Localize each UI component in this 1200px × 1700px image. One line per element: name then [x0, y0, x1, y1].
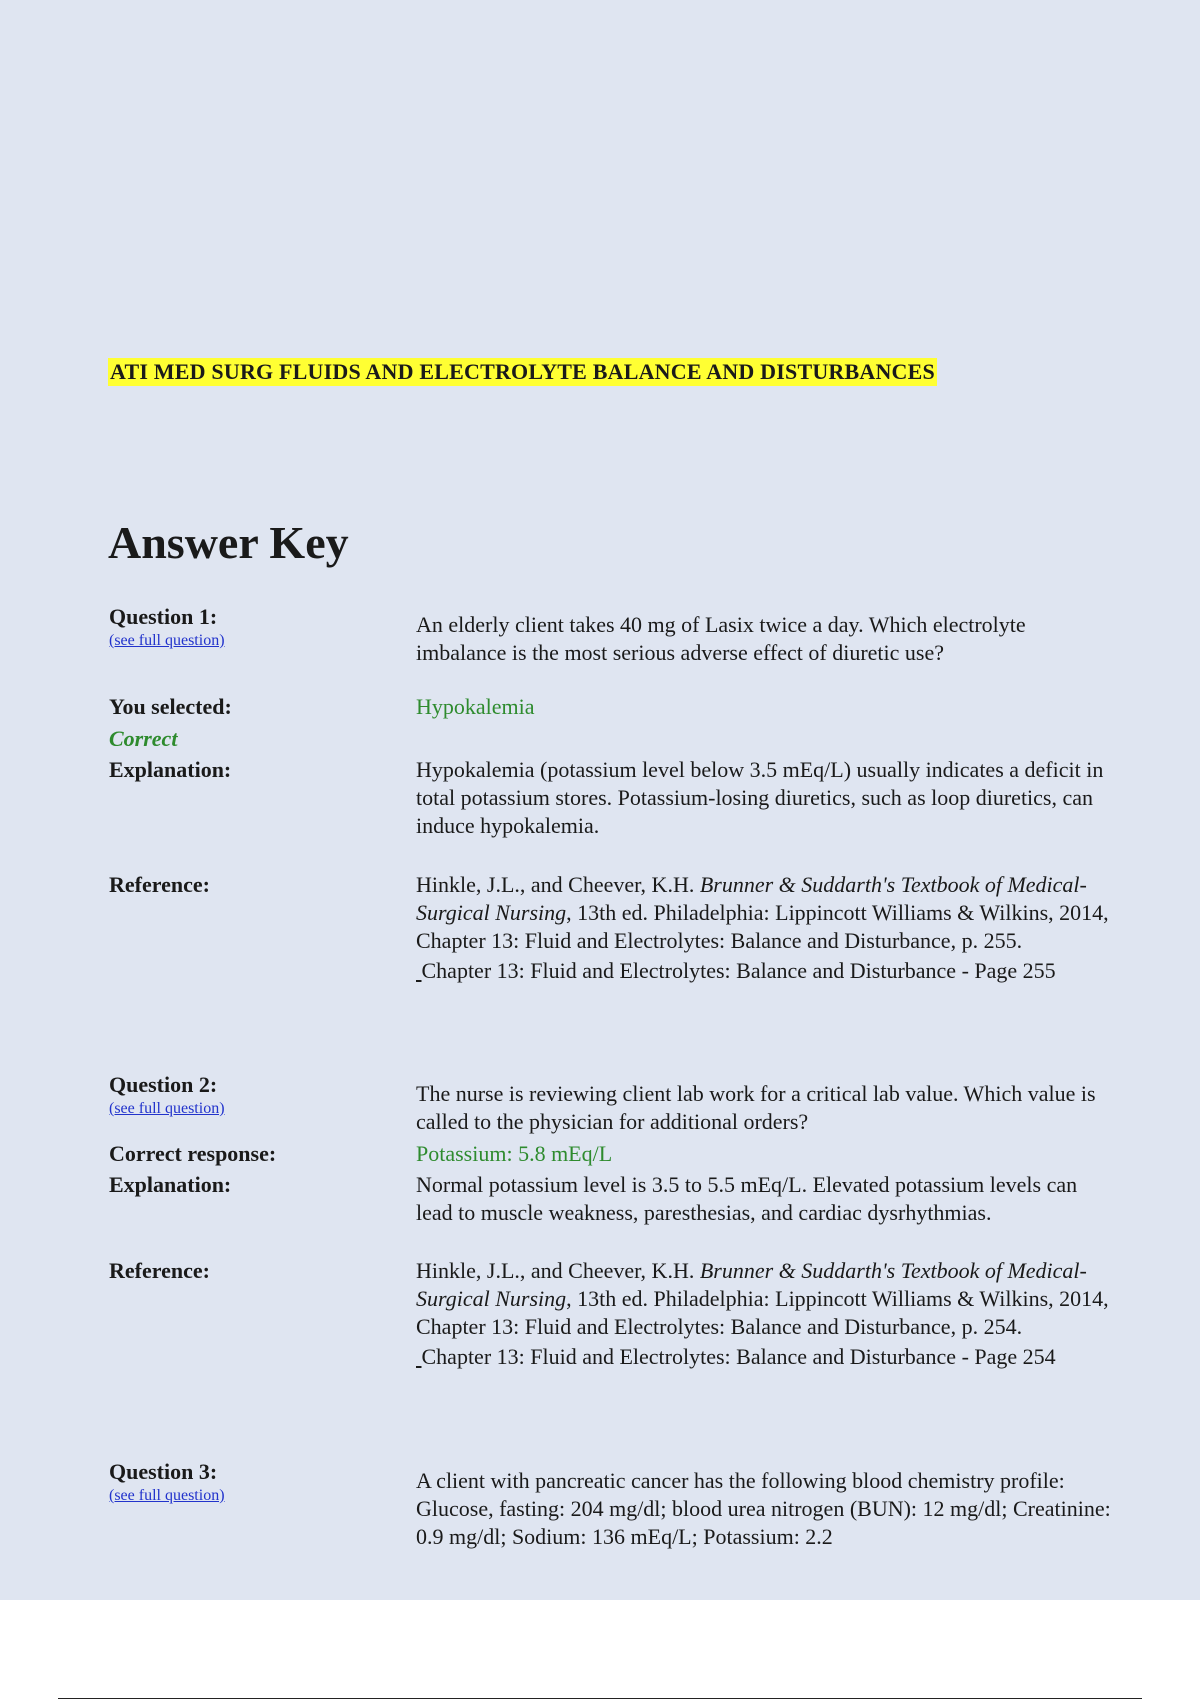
question-3-text: A client with pancreatic cancer has the following blood chemistry profile: Glucose, fasting: 204 mg/dl; blood urea nitrogen (BUN): 12 mg/dl; Creatinine: 0.9 mg/dl; Sodium: 136 mEq/L; Potassium: 2.2 [416, 1468, 1111, 1549]
question-2-reference-citation [416, 1257, 1116, 1341]
question-2-ref-rest: , 13th ed. Philadelphia: Lippincott Williams & Wilkins, 2014, Chapter 13: Fluid and Electrolytes: Balance and Disturbance, p. 254. [416, 1286, 1109, 1339]
question-1-ref-book: Brunner & Suddarth's Textbook of Medical-Surgical Nursing [416, 872, 1087, 925]
question-2-reference [416, 1257, 1116, 1371]
footer-divider [58, 1698, 1142, 1699]
answer-key-heading: Answer Key [108, 517, 349, 568]
question-2-ref-chapter: Chapter 13: Fluid and Electrolytes: Balance and Disturbance - Page 254 [421, 1344, 1056, 1369]
question-1-reference-chapter-line [416, 957, 1116, 985]
question-2-ref-authors: Hinkle, J.L., and Cheever, K.H. [416, 1258, 700, 1283]
question-3-label: Question 3: [109, 1459, 218, 1484]
question-1-reference-label: Reference: [109, 872, 210, 897]
question-1-label: Question 1: [109, 604, 218, 629]
question-1-reference [416, 871, 1116, 985]
question-1-ref-authors: Hinkle, J.L., and Cheever, K.H. [416, 872, 700, 897]
question-2-label: Question 2: [109, 1072, 218, 1097]
question-2-correct-response-label: Correct response: [109, 1141, 277, 1166]
question-2-answer: Potassium: 5.8 mEq/L [416, 1141, 613, 1166]
question-1-answer: Hypokalemia [416, 694, 535, 719]
question-1-ref-chapter: Chapter 13: Fluid and Electrolytes: Balance and Disturbance - Page 255 [421, 958, 1056, 983]
question-1-reference-citation [416, 871, 1116, 955]
question-2-ref-book: Brunner & Suddarth's Textbook of Medical-Surgical Nursing [416, 1258, 1087, 1311]
question-2-explanation: Normal potassium level is 3.5 to 5.5 mEq/L. Elevated potassium levels can lead to muscle weakness, paresthesias, and cardiac dysrhythmias. [416, 1172, 1078, 1225]
question-2-text: The nurse is reviewing client lab work for a critical lab value. Which value is called to the physician for additional orders? [416, 1081, 1096, 1134]
question-1-you-selected-label: You selected: [109, 694, 232, 719]
question-2-see-full-link[interactable]: (see full question) [109, 1100, 225, 1117]
question-1-explanation-label: Explanation: [109, 757, 232, 782]
question-1-correct-flag: Correct [109, 726, 178, 751]
question-1-see-full-link[interactable]: (see full question) [109, 632, 225, 649]
question-1-text: An elderly client takes 40 mg of Lasix twice a day. Which electrolyte imbalance is the most serious adverse effect of diuretic use? [416, 612, 1026, 665]
question-2-reference-chapter-line [416, 1343, 1116, 1371]
question-1-ref-rest: , 13th ed. Philadelphia: Lippincott Williams & Wilkins, 2014, Chapter 13: Fluid and Electrolytes: Balance and Disturbance, p. 255. [416, 900, 1109, 953]
question-3-see-full-link[interactable]: (see full question) [109, 1487, 225, 1504]
question-2-explanation-label: Explanation: [109, 1172, 232, 1197]
question-1-explanation: Hypokalemia (potassium level below 3.5 mEq/L) usually indicates a deficit in total potassium stores. Potassium-losing diuretics, such as loop diuretics, can induce hypokalemia. [416, 757, 1104, 838]
question-2-reference-label: Reference: [109, 1258, 210, 1283]
document-title: ATI MED SURG FLUIDS AND ELECTROLYTE BALANCE AND DISTURBANCES [110, 359, 935, 384]
